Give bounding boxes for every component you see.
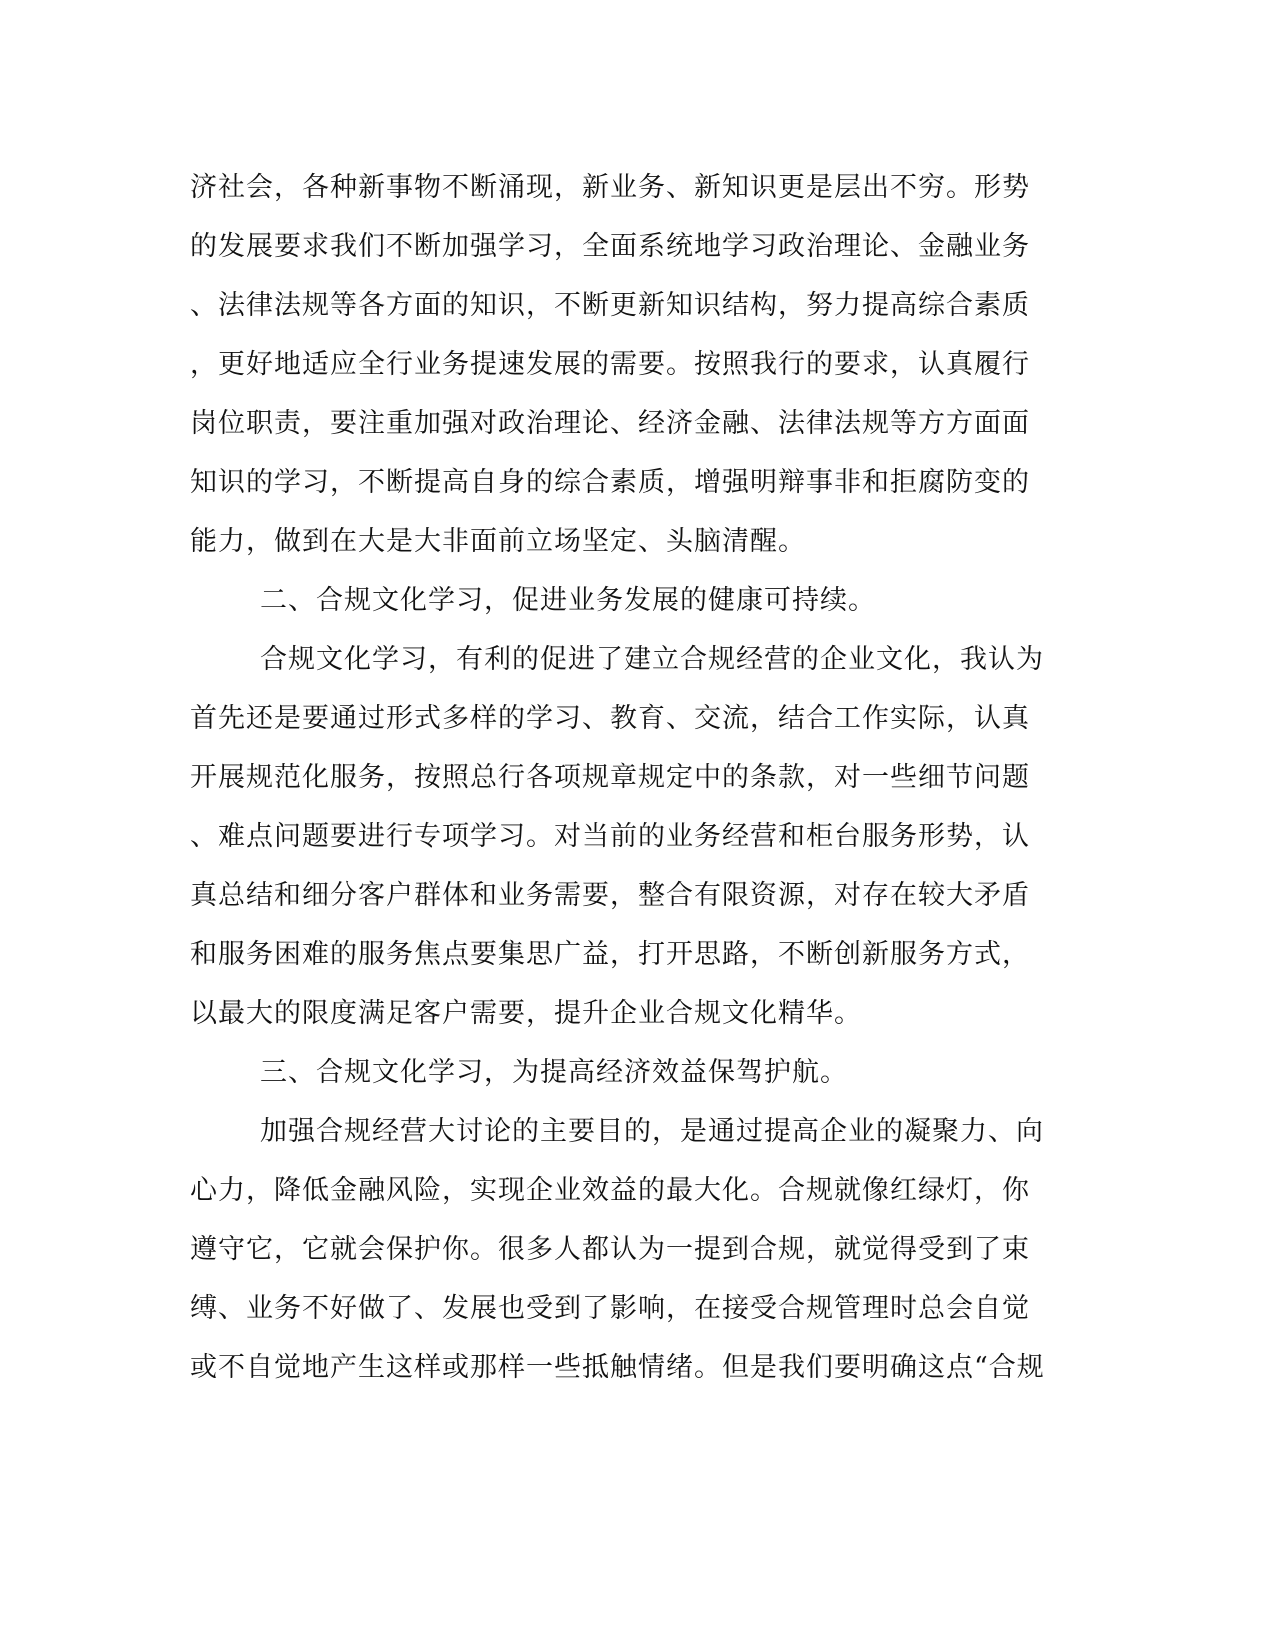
text-line: 或不自觉地产生这样或那样一些抵触情绪。但是我们要明确这点“合规 — [190, 1352, 1045, 1383]
text-line: 的发展要求我们不断加强学习，全面系统地学习政治理论、金融业务 — [190, 231, 1030, 262]
text-line: 济社会，各种新事物不断涌现，新业务、新知识更是层出不穷。形势 — [190, 172, 1030, 203]
text-line: 、法律法规等各方面的知识，不断更新知识结构，努力提高综合素质 — [190, 290, 1030, 321]
text-line: 岗位职责，要注重加强对政治理论、经济金融、法律法规等方方面面 — [190, 408, 1030, 439]
text-line: 遵守它，它就会保护你。很多人都认为一提到合规，就觉得受到了束 — [190, 1234, 1030, 1265]
text-line: 合规文化学习，有利的促进了建立合规经营的企业文化，我认为 — [260, 644, 1044, 675]
text-line: 加强合规经营大讨论的主要目的，是通过提高企业的凝聚力、向 — [260, 1116, 1044, 1147]
text-line: 真总结和细分客户群体和业务需要，整合有限资源，对存在较大矛盾 — [190, 880, 1030, 911]
text-line: 开展规范化服务，按照总行各项规章规定中的条款，对一些细节问题 — [190, 762, 1030, 793]
text-line: 和服务困难的服务焦点要集思广益，打开思路，不断创新服务方式， — [190, 939, 1030, 970]
text-line: ，更好地适应全行业务提速发展的需要。按照我行的要求，认真履行 — [190, 349, 1030, 380]
text-line: 、难点问题要进行专项学习。对当前的业务经营和柜台服务形势，认 — [190, 821, 1030, 852]
text-line: 能力，做到在大是大非面前立场坚定、头脑清醒。 — [190, 526, 806, 557]
document-body — [190, 158, 1090, 1397]
text-line: 知识的学习，不断提高自身的综合素质，增强明辩事非和拒腐防变的 — [190, 467, 1030, 498]
text-line: 首先还是要通过形式多样的学习、教育、交流，结合工作实际，认真 — [190, 703, 1030, 734]
section-heading-2: 二、合规文化学习，促进业务发展的健康可持续。 — [260, 585, 876, 616]
text-line: 缚、业务不好做了、发展也受到了影响，在接受合规管理时总会自觉 — [190, 1293, 1030, 1324]
text-line: 心力，降低金融风险，实现企业效益的最大化。合规就像红绿灯，你 — [190, 1175, 1030, 1206]
text-line: 以最大的限度满足客户需要，提升企业合规文化精华。 — [190, 998, 862, 1029]
section-heading-3: 三、合规文化学习，为提高经济效益保驾护航。 — [260, 1057, 848, 1088]
